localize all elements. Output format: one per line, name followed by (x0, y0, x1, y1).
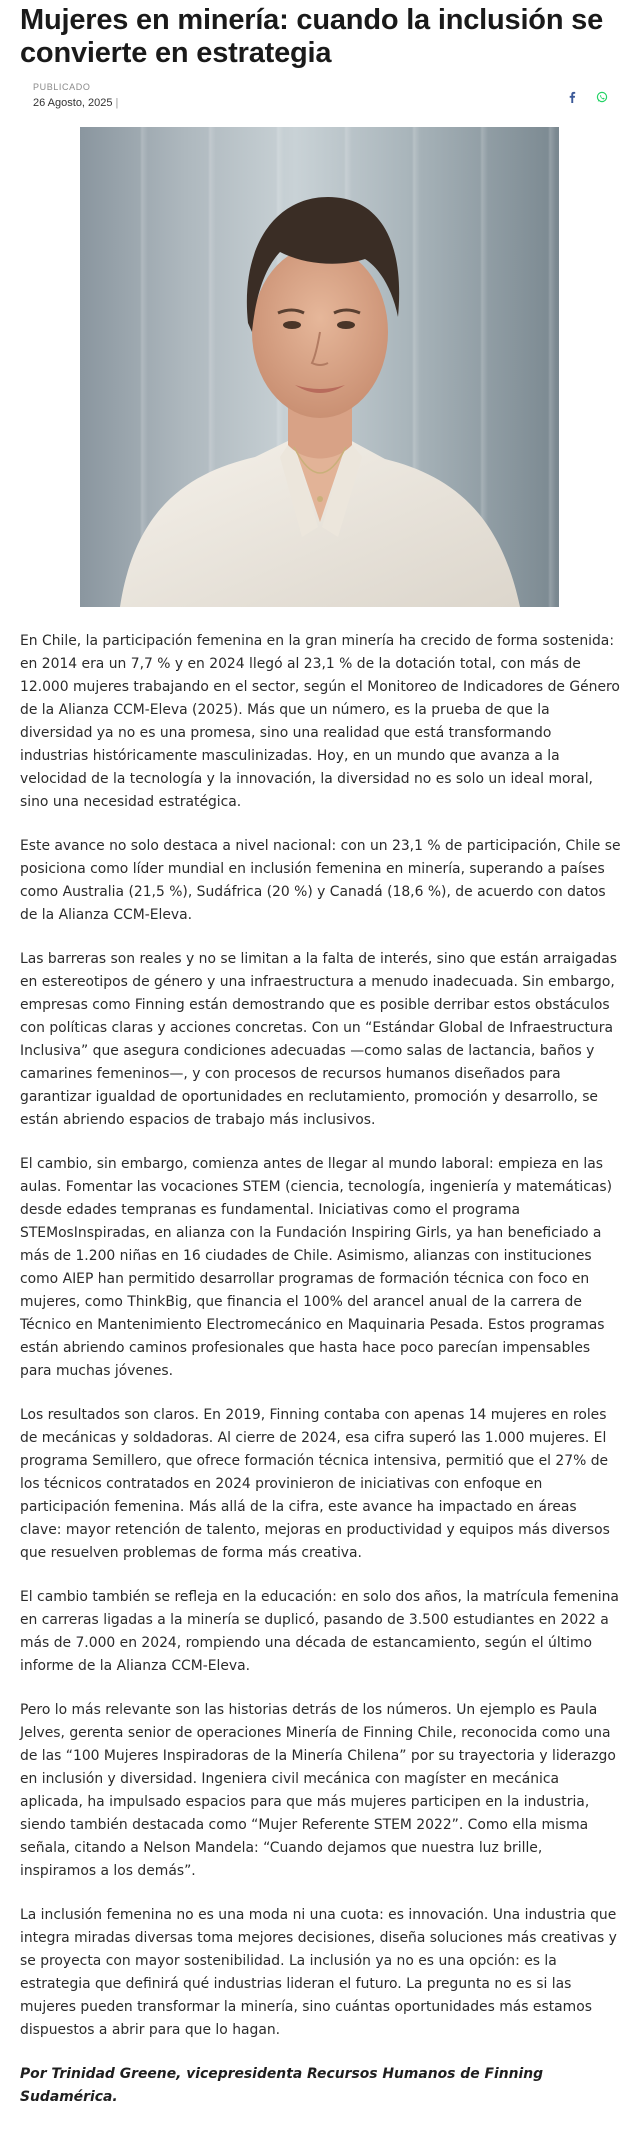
body-paragraph: En Chile, la participación femenina en la gran minería ha crecido de forma sostenida: en 2014 era un 7,7 % y en 2024 llegó al 23,1 % de la dotación total, con más de 12.000 mujeres trabajando en el sector, según el Monitoreo de Indicadores de Género de la Alianza CCM-Eleva (2025). Más que un número, es la prueba de que la diversidad ya no es una promesa, sino una realidad que está transformando industrias históricamente masculinizadas. Hoy, en un mundo que avanza a la velocidad de la tecnología y la innovación, la diversidad no es solo un ideal moral, sino una necesidad estratégica. (20, 633, 620, 810)
body-paragraph: Pero lo más relevante son las historias detrás de los números. Un ejemplo es Paula Jelves, gerenta senior de operaciones Minería de Finning Chile, reconocida como una de las “100 Mujeres Inspiradoras de la Minería Chilena” por su trayectoria y liderazgo en inclusión y diversidad. Ingeniera civil mecánica con magíster en mecánica aplicada, ha impulsado espacios para que más mujeres participen en la industria, siendo también destacada como “Mujer Referente STEM 2022”. Como ella misma señala, citando a Nelson Mandela: “Cuando dejamos que nuestra luz brille, inspiramos a los demás”. (20, 1702, 616, 1879)
date-separator: | (115, 97, 119, 109)
body-paragraph: El cambio también se refleja en la educación: en solo dos años, la matrícula femenina en carreras ligadas a la minería se duplicó, pasando de 3.500 estudiantes en 2022 a más de 7.000 en 2024, rompiendo una década de estancamiento, según el último informe de la Alianza CCM-Eleva. (20, 1589, 619, 1674)
article-meta (33, 81, 118, 110)
facebook-icon[interactable] (566, 88, 578, 100)
body-paragraph: Los resultados son claros. En 2019, Finning contaba con apenas 14 mujeres en roles de mecánicas y soldadoras. Al cierre de 2024, esa cifra superó las 1.000 mujeres. El programa Semillero, que ofrece formación técnica intensiva, permitió que el 27% de los técnicos contratados en 2024 provinieron de iniciativas con enfoque en participación femenina. Más allá de la cifra, este avance ha impactado en áreas clave: mayor retención de talento, mejoras en productividad y equipos más diversos que resuelven problemas de forma más creativa. (20, 1407, 610, 1561)
author-byline: Por Trinidad Greene, vicepresidenta Recursos Humanos de Finning Sudamérica. (20, 2066, 544, 2105)
article-body (20, 630, 622, 2130)
body-paragraph: La inclusión femenina no es una moda ni una cuota: es innovación. Una industria que integra miradas diversas toma mejores decisiones, diseña soluciones más creativas y se proyecta con mayor sostenibilidad. La inclusión ya no es una opción: es la estrategia que definirá qué industrias lideran el futuro. La pregunta no es si las mujeres pueden transformar la minería, sino cuántas oportunidades más estamos dispuestos a abrir para que lo hagan. (20, 1907, 617, 2038)
date-text: 26 Agosto, 2025 (33, 97, 113, 109)
portrait-illustration (80, 127, 559, 607)
whatsapp-icon[interactable] (596, 88, 608, 100)
published-date (33, 96, 118, 110)
body-paragraph: Las barreras son reales y no se limitan a la falta de interés, sino que están arraigadas en estereotipos de género y una infraestructura a menudo inadecuada. Sin embargo, empresas como Finning están demostrando que es posible derribar estos obstáculos con políticas claras y acciones concretas. Con un “Estándar Global de Infraestructura Inclusiva” que asegura condiciones adecuadas —como salas de lactancia, baños y camarines femeninos—, y con procesos de recursos humanos diseñados para garantizar igualdad de oportunidades en reclutamiento, promoción y desarrollo, se están abriendo espacios de trabajo más inclusivos. (20, 951, 617, 1128)
share-buttons (566, 88, 608, 100)
body-paragraph: Este avance no solo destaca a nivel nacional: con un 23,1 % de participación, Chile se posiciona como líder mundial en inclusión femenina en minería, superando a países como Australia (21,5 %), Sudáfrica (20 %) y Canadá (18,6 %), de acuerdo con datos de la Alianza CCM-Eleva. (20, 838, 621, 923)
published-label: PUBLICADO (33, 82, 91, 92)
article-title: Mujeres en minería: cuando la inclusión se convierte en estrategia (20, 4, 604, 69)
author-portrait-photo (80, 127, 559, 607)
body-paragraph: El cambio, sin embargo, comienza antes de llegar al mundo laboral: empieza en las aulas. Fomentar las vocaciones STEM (ciencia, tecnología, ingeniería y matemáticas) desde edades tempranas es fundamental. Iniciativas como el programa STEMosInspiradas, en alianza con la Fundación Inspiring Girls, ya han beneficiado a más de 1.200 niñas en 16 ciudades de Chile. Asimismo, alianzas con instituciones como AIEP han permitido desarrollar programas de formación técnica con foco en mujeres, como ThinkBig, que financia el 100% del arancel anual de la carrera de Técnico en Mantenimiento Electromecánico en Maquinaria Pesada. Estos programas están abriendo caminos profesionales que hasta hace poco parecían impensables para muchas jóvenes. (20, 1156, 613, 1379)
